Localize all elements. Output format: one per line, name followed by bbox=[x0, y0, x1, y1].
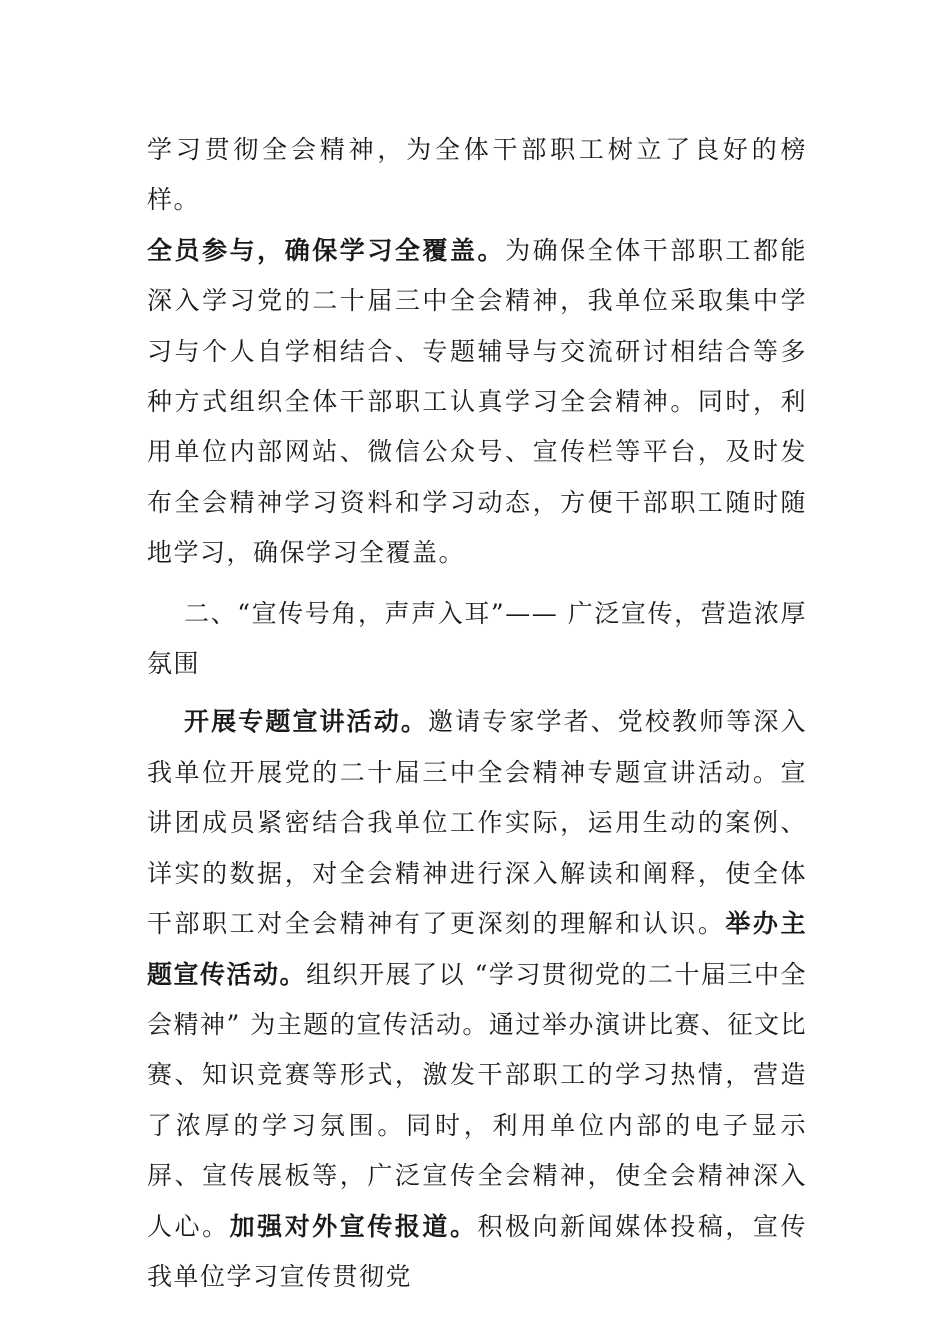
paragraph-publicity bbox=[147, 697, 807, 1302]
paragraph-text: 学习贯彻全会精神，为全体干部职工树立了良好的榜样。 bbox=[147, 135, 807, 215]
paragraph-text-1: 邀请专家学者、党校教师等深入我单位开展党的二十届三中全会精神专题宣讲活动。宣讲团成员紧密结合我单位工作实际，运用生动的案例、详实的数据，对全会精神进行深入解读和阐释，使全体干部职工对全会精神有了更深刻的理解和认识。 bbox=[147, 707, 807, 939]
paragraph-bold-lead-1: 开展专题宣讲活动。 bbox=[184, 707, 429, 737]
paragraph-text-2: 组织开展了以 “学习贯彻党的二十届三中全会精神” 为主题的宣传活动。通过举办演讲比赛、征文比赛、知识竞赛等形式，激发干部职工的学习热情，营造了浓厚的学习氛围。同时，利用单位内部的电子显示屏、宣传展板等，广泛宣传全会精神，使全会精神深入人心。 bbox=[147, 959, 807, 1241]
paragraph-bold-lead: 全员参与，确保学习全覆盖。 bbox=[147, 235, 506, 265]
document-body bbox=[147, 125, 807, 1302]
paragraph-bold-lead-3: 加强对外宣传报道。 bbox=[229, 1211, 478, 1241]
paragraph-text: 为确保全体干部职工都能深入学习党的二十届三中全会精神，我单位采取集中学习与个人自学相结合、专题辅导与交流研讨相结合等多种方式组织全体干部职工认真学习全会精神。同时，利用单位内部网站、微信公众号、宣传栏等平台，及时发布全会精神学习资料和学习动态，方便干部职工随时随地学习，确保学习全覆盖。 bbox=[147, 235, 807, 568]
section-heading: 二、“宣传号角，声声入耳”—— 广泛宣传，营造浓厚氛围 bbox=[147, 598, 807, 679]
paragraph-text-3: 积极向新闻媒体投稿，宣传我单位学习宣传贯彻党 bbox=[147, 1211, 807, 1291]
paragraph-full-participation bbox=[147, 226, 807, 579]
paragraph-continued bbox=[147, 125, 807, 226]
paragraph-bold-lead-2: 举办主题宣传活动。 bbox=[147, 909, 807, 989]
